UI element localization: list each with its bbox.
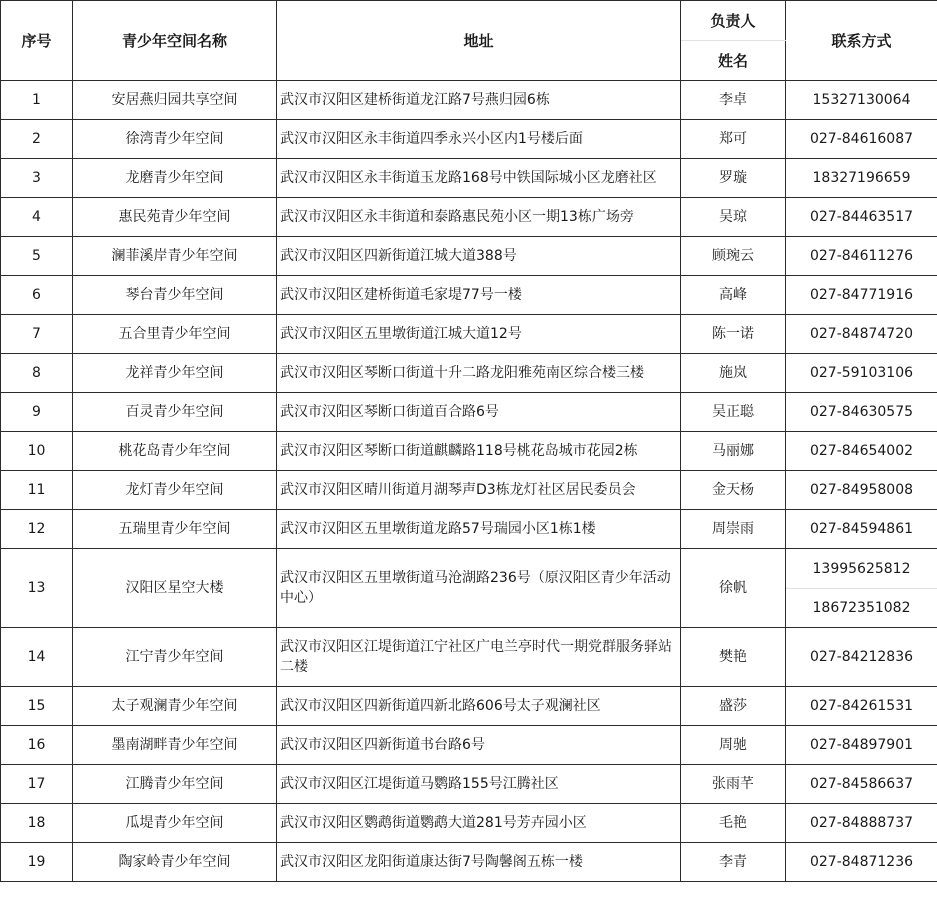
cell-address: 武汉市汉阳区永丰街道玉龙路168号中铁国际城小区龙磨社区 (277, 159, 681, 198)
cell-name: 瓜堤青少年空间 (73, 804, 277, 843)
cell-phone: 027-59103106 (786, 354, 937, 393)
table-row (1, 549, 937, 589)
cell-phone: 18327196659 (786, 159, 937, 198)
cell-index: 7 (1, 315, 73, 354)
cell-person: 罗璇 (681, 159, 786, 198)
cell-person: 金天杨 (681, 471, 786, 510)
cell-person: 樊艳 (681, 628, 786, 687)
cell-phone: 13995625812 (786, 549, 937, 589)
cell-person: 周驰 (681, 726, 786, 765)
cell-name: 惠民苑青少年空间 (73, 198, 277, 237)
cell-phone: 027-84212836 (786, 628, 937, 687)
table-row (1, 726, 937, 765)
cell-index: 16 (1, 726, 73, 765)
table-header (1, 1, 937, 81)
header-person-top: 负责人 (681, 1, 786, 41)
cell-phone: 027-84616087 (786, 120, 937, 159)
cell-person: 徐帆 (681, 549, 786, 628)
cell-name: 澜菲溪岸青少年空间 (73, 237, 277, 276)
cell-person: 盛莎 (681, 687, 786, 726)
table-row (1, 843, 937, 882)
table-row (1, 276, 937, 315)
cell-address: 武汉市汉阳区龙阳街道康达街7号陶馨阁五栋一楼 (277, 843, 681, 882)
table-row (1, 628, 937, 687)
cell-phone: 027-84594861 (786, 510, 937, 549)
table-body (1, 81, 937, 882)
table-row (1, 510, 937, 549)
cell-phone: 027-84463517 (786, 198, 937, 237)
cell-index: 3 (1, 159, 73, 198)
cell-person: 顾琬云 (681, 237, 786, 276)
cell-index: 12 (1, 510, 73, 549)
cell-name: 琴台青少年空间 (73, 276, 277, 315)
table-row (1, 765, 937, 804)
cell-name: 太子观澜青少年空间 (73, 687, 277, 726)
cell-phone: 027-84771916 (786, 276, 937, 315)
cell-index: 19 (1, 843, 73, 882)
table-row (1, 354, 937, 393)
table-row (1, 687, 937, 726)
cell-address: 武汉市汉阳区五里墩街道江城大道12号 (277, 315, 681, 354)
table-row (1, 393, 937, 432)
table-row (1, 198, 937, 237)
cell-address: 武汉市汉阳区四新街道书台路6号 (277, 726, 681, 765)
cell-address: 武汉市汉阳区琴断口街道麒麟路118号桃花岛城市花园2栋 (277, 432, 681, 471)
header-person-bottom: 姓名 (681, 41, 786, 81)
cell-name: 徐湾青少年空间 (73, 120, 277, 159)
cell-name: 桃花岛青少年空间 (73, 432, 277, 471)
cell-person: 郑可 (681, 120, 786, 159)
table-row (1, 471, 937, 510)
cell-phone: 027-84611276 (786, 237, 937, 276)
header-name: 青少年空间名称 (73, 1, 277, 81)
table-row (1, 237, 937, 276)
cell-index: 11 (1, 471, 73, 510)
cell-phone: 027-84874720 (786, 315, 937, 354)
cell-person: 吴正聪 (681, 393, 786, 432)
cell-index: 10 (1, 432, 73, 471)
cell-address: 武汉市汉阳区建桥街道毛家堤77号一楼 (277, 276, 681, 315)
cell-phone: 027-84630575 (786, 393, 937, 432)
cell-name: 墨南湖畔青少年空间 (73, 726, 277, 765)
cell-person: 张雨芊 (681, 765, 786, 804)
cell-person: 吴琼 (681, 198, 786, 237)
cell-index: 5 (1, 237, 73, 276)
cell-address: 武汉市汉阳区五里墩街道龙路57号瑞园小区1栋1楼 (277, 510, 681, 549)
cell-index: 8 (1, 354, 73, 393)
cell-index: 2 (1, 120, 73, 159)
cell-index: 4 (1, 198, 73, 237)
cell-address: 武汉市汉阳区琴断口街道百合路6号 (277, 393, 681, 432)
cell-address: 武汉市汉阳区四新街道四新北路606号太子观澜社区 (277, 687, 681, 726)
cell-name: 五瑞里青少年空间 (73, 510, 277, 549)
cell-name: 百灵青少年空间 (73, 393, 277, 432)
cell-phone: 15327130064 (786, 81, 937, 120)
cell-person: 施岚 (681, 354, 786, 393)
cell-name: 五合里青少年空间 (73, 315, 277, 354)
cell-name: 龙祥青少年空间 (73, 354, 277, 393)
cell-address: 武汉市汉阳区永丰街道四季永兴小区内1号楼后面 (277, 120, 681, 159)
cell-name: 汉阳区星空大楼 (73, 549, 277, 628)
cell-person: 马丽娜 (681, 432, 786, 471)
table-row (1, 804, 937, 843)
cell-address: 武汉市汉阳区江堤街道马鹦路155号江腾社区 (277, 765, 681, 804)
table-row (1, 120, 937, 159)
header-address: 地址 (277, 1, 681, 81)
cell-name: 江宁青少年空间 (73, 628, 277, 687)
cell-phone: 027-84888737 (786, 804, 937, 843)
cell-index: 6 (1, 276, 73, 315)
table-row (1, 315, 937, 354)
cell-index: 9 (1, 393, 73, 432)
cell-address: 武汉市汉阳区五里墩街道马沧湖路236号（原汉阳区青少年活动中心） (277, 549, 681, 628)
table-row (1, 81, 937, 120)
cell-address: 武汉市汉阳区四新街道江城大道388号 (277, 237, 681, 276)
cell-phone: 027-84261531 (786, 687, 937, 726)
cell-person: 周崇雨 (681, 510, 786, 549)
cell-name: 龙灯青少年空间 (73, 471, 277, 510)
cell-phone: 027-84958008 (786, 471, 937, 510)
cell-phone-secondary: 18672351082 (786, 589, 937, 628)
cell-index: 18 (1, 804, 73, 843)
cell-name: 陶家岭青少年空间 (73, 843, 277, 882)
cell-index: 17 (1, 765, 73, 804)
header-index: 序号 (1, 1, 73, 81)
cell-index: 1 (1, 81, 73, 120)
cell-address: 武汉市汉阳区江堤街道江宁社区广电兰亭时代一期党群服务驿站二楼 (277, 628, 681, 687)
table-row (1, 159, 937, 198)
cell-index: 14 (1, 628, 73, 687)
cell-name: 龙磨青少年空间 (73, 159, 277, 198)
cell-address: 武汉市汉阳区鹦鹉街道鹦鹉大道281号芳卉园小区 (277, 804, 681, 843)
cell-phone: 027-84897901 (786, 726, 937, 765)
cell-name: 江腾青少年空间 (73, 765, 277, 804)
cell-address: 武汉市汉阳区建桥街道龙江路7号燕归园6栋 (277, 81, 681, 120)
cell-person: 高峰 (681, 276, 786, 315)
table-row (1, 432, 937, 471)
cell-phone: 027-84871236 (786, 843, 937, 882)
cell-person: 李卓 (681, 81, 786, 120)
header-contact: 联系方式 (786, 1, 937, 81)
cell-name: 安居燕归园共享空间 (73, 81, 277, 120)
cell-phone: 027-84586637 (786, 765, 937, 804)
cell-address: 武汉市汉阳区永丰街道和泰路惠民苑小区一期13栋广场旁 (277, 198, 681, 237)
cell-person: 陈一诺 (681, 315, 786, 354)
cell-phone: 027-84654002 (786, 432, 937, 471)
cell-index: 15 (1, 687, 73, 726)
cell-address: 武汉市汉阳区晴川街道月湖琴声D3栋龙灯社区居民委员会 (277, 471, 681, 510)
cell-person: 李青 (681, 843, 786, 882)
cell-address: 武汉市汉阳区琴断口街道十升二路龙阳雅苑南区综合楼三楼 (277, 354, 681, 393)
cell-person: 毛艳 (681, 804, 786, 843)
cell-index: 13 (1, 549, 73, 628)
